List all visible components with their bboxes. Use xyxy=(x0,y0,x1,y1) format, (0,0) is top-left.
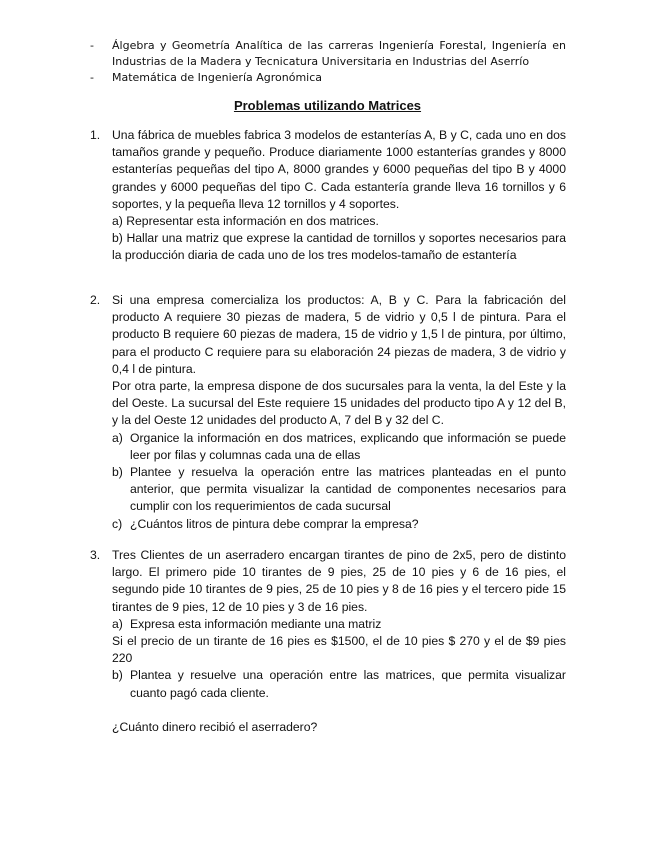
problem-2 xyxy=(90,292,566,533)
item-text: Organice la información en dos matrices, explicando que información se puede leer por filas y columnas cada una de ellas xyxy=(130,430,566,462)
header-bullet-text: Álgebra y Geometría Analítica de las carreras Ingeniería Forestal, Ingeniería en Industrias de la Madera y Tecnicatura Universitaria en Industrias del Aserrío xyxy=(112,39,566,68)
item-label: c) xyxy=(112,516,123,531)
problem-part-a: a) Representar esta información en dos matrices. xyxy=(112,214,379,229)
problem-number: 3. xyxy=(90,548,101,562)
problem-statement-continued: Por otra parte, la empresa dispone de dos sucursales para la venta, la del Este y la del Oeste. La sucursal del Este requiere 15 unidades del producto tipo A y 12 del B, y la del Oeste 12 unidades del producto A, 7 del B y 32 del C. xyxy=(112,379,566,428)
price-line: Si el precio de un tirante de 16 pies es $1500, el de 10 pies $ 270 y el de $9 pies 220 xyxy=(112,634,566,666)
problem-statement: Si una empresa comercializa los productos: A, B y C. Para la fabricación del producto A requiere 30 piezas de madera, 5 de vidrio y 0,5 l de pintura. Para el producto B requiere 60 piezas de madera, 15 de vidrio y 1,5 l de pintura, por último, para el producto C requiere para su elaboración 24 piezas de madera, 3 de vidrio y 0,4 l de pintura. xyxy=(112,293,566,376)
header-bullet-text: Matemática de Ingeniería Agronómica xyxy=(112,71,323,84)
item-label: b) xyxy=(112,668,123,683)
problem-item xyxy=(112,464,566,516)
problem-3 xyxy=(90,547,566,736)
problem-number: 1. xyxy=(90,128,101,142)
item-text: Plantee y resuelva la operación entre las matrices planteadas en el punto anterior, que permita visualizar la cantidad de componentes necesarios para cumplir con los requerimientos de cada sucursal xyxy=(130,465,566,514)
problem-item xyxy=(112,430,566,464)
bullet-marker: - xyxy=(90,39,94,52)
bullet-marker: - xyxy=(90,71,94,84)
problem-part-b: b) Hallar una matriz que exprese la cantidad de tornillos y soportes necesarios para la producción diaria de cada uno de los tres modelos-tamaño de estantería xyxy=(112,231,566,263)
item-text: Expresa esta información mediante una matriz xyxy=(130,616,382,631)
item-text: ¿Cuántos litros de pintura debe comprar la empresa? xyxy=(130,516,419,531)
header-bullets xyxy=(90,38,566,86)
problem-item xyxy=(112,616,566,633)
header-bullet xyxy=(90,70,566,86)
item-label: b) xyxy=(112,465,123,480)
item-text: Plantea y resuelve una operación entre las matrices, que permita visualizar cuanto pagó cada cliente. xyxy=(130,668,566,700)
item-label: a) xyxy=(112,430,123,445)
problem-1 xyxy=(90,127,566,265)
problem-statement: Tres Clientes de un aserradero encargan tirantes de pino de 2x5, pero de distinto largo. El primero pide 10 tirantes de 9 pies, 25 de 10 pies y 6 de 16 pies, el segundo pide 10 tirantes de 9 pies, 25 de 10 pies y 8 de 16 pies y el tercero pide 15 tirantes de 9 pies, 12 de 10 pies y 3 de 16 pies. xyxy=(112,548,566,614)
page-title: Problemas utilizando Matrices xyxy=(233,98,422,113)
problem-number: 2. xyxy=(90,293,101,307)
final-question: ¿Cuánto dinero recibió el aserradero? xyxy=(112,719,318,734)
problem-item xyxy=(112,667,566,701)
header-bullet xyxy=(90,38,566,70)
problem-item xyxy=(112,516,566,533)
item-label: a) xyxy=(112,616,123,631)
problem-statement: Una fábrica de muebles fabrica 3 modelos de estanterías A, B y C, cada uno en dos tamaños grande y pequeño. Produce diariamente 1000 estanterías grandes y 8000 estanterías pequeñas del tipo A, 8000 grandes y 6000 pequeñas del tipo B y 4000 grandes y 6000 pequeñas del tipo C. Cada estantería grande lleva 16 tornillos y 6 soportes, y la pequeña lleva 12 tornillos y 4 soportes. xyxy=(112,128,566,211)
